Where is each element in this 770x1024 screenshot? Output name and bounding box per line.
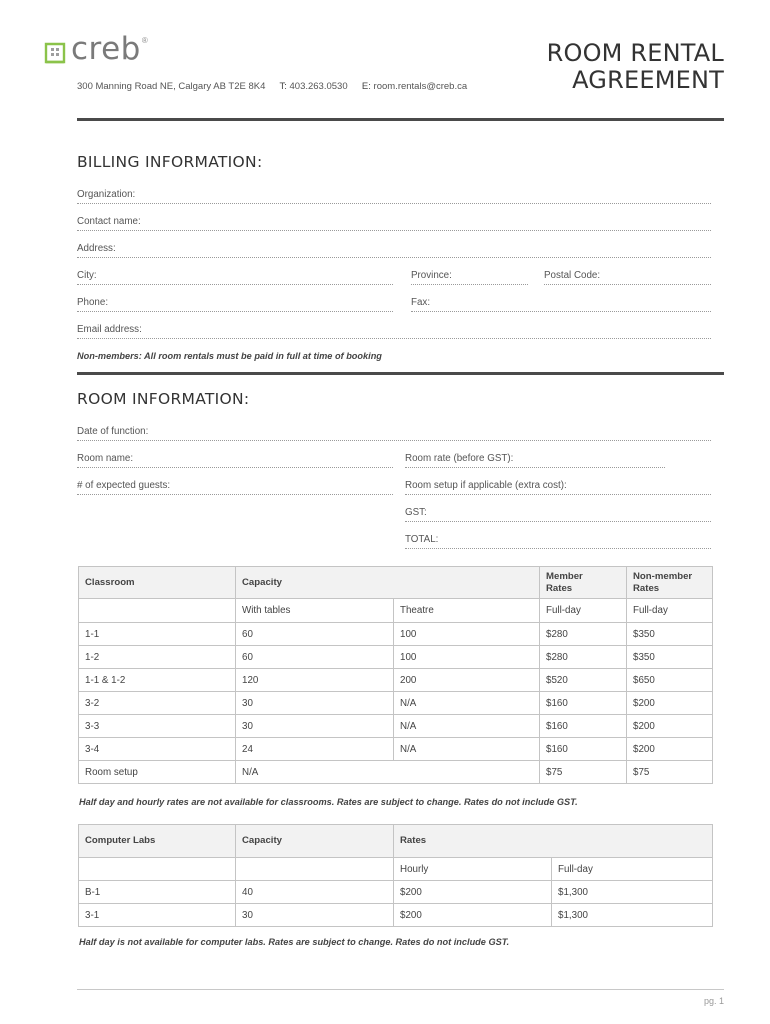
nonmember-rate-cell: $350 <box>627 646 713 669</box>
contact-line <box>77 81 467 92</box>
tables-capacity-cell: 30 <box>236 715 394 738</box>
phone-field[interactable]: Phone: <box>77 294 393 312</box>
logo-text: creb <box>71 31 141 67</box>
computer-lab-rates-table <box>78 824 713 927</box>
lab-fullday-subheader: Full-day <box>552 858 713 881</box>
table-row <box>79 904 713 927</box>
nonmember-rate-cell: $650 <box>627 669 713 692</box>
lab-rates-header: Rates <box>394 825 713 858</box>
total-field[interactable]: TOTAL: <box>405 531 711 549</box>
theatre-capacity-cell: N/A <box>394 715 540 738</box>
contact-name-field[interactable]: Contact name: <box>77 213 711 231</box>
empty-cell <box>236 858 394 881</box>
nonmember-rate-cell: $200 <box>627 738 713 761</box>
table-subheader-row <box>79 599 713 623</box>
fax-field[interactable]: Fax: <box>411 294 711 312</box>
member-header-line-2: Rates <box>546 582 573 594</box>
member-rate-cell: $160 <box>540 692 627 715</box>
table-row <box>79 715 713 738</box>
theatre-subheader: Theatre <box>394 599 540 623</box>
theatre-capacity-cell: N/A <box>394 738 540 761</box>
empty-cell <box>79 858 236 881</box>
expected-guests-field[interactable]: # of expected guests: <box>77 477 393 495</box>
document-title <box>547 40 724 94</box>
capacity-header: Capacity <box>236 567 540 599</box>
theatre-capacity-cell: N/A <box>394 692 540 715</box>
table-row <box>79 692 713 715</box>
empty-cell <box>79 599 236 623</box>
table-row <box>79 669 713 692</box>
creb-logo <box>44 31 148 67</box>
room-setup-member-rate: $75 <box>540 761 627 784</box>
member-fullday-subheader: Full-day <box>540 599 627 623</box>
classroom-rates-table <box>78 566 713 784</box>
member-rate-cell: $160 <box>540 738 627 761</box>
member-rate-cell: $520 <box>540 669 627 692</box>
lab-header-row <box>79 825 713 858</box>
lab-capacity-cell: 30 <box>236 904 394 927</box>
date-of-function-field[interactable]: Date of function: <box>77 423 711 441</box>
room-setup-row <box>79 761 713 784</box>
theatre-capacity-cell: 100 <box>394 646 540 669</box>
member-rates-header <box>540 567 627 599</box>
lab-subheader-row <box>79 858 713 881</box>
lab-cell: 3-1 <box>79 904 236 927</box>
room-setup-capacity: N/A <box>236 761 540 784</box>
email-label: E: <box>361 81 371 92</box>
address-field[interactable]: Address: <box>77 240 711 258</box>
room-cell: 3-2 <box>79 692 236 715</box>
billing-heading: BILLING INFORMATION: <box>77 153 263 171</box>
classroom-header: Classroom <box>79 567 236 599</box>
page-number: pg. 1 <box>703 996 724 1006</box>
theatre-capacity-cell: 200 <box>394 669 540 692</box>
organization-field[interactable]: Organization: <box>77 186 711 204</box>
nonmember-fullday-subheader: Full-day <box>627 599 713 623</box>
office-phone: 403.263.0530 <box>289 81 348 92</box>
classroom-note: Half day and hourly rates are not available for classrooms. Rates are subject to change. Rates do not include GST. <box>79 797 578 807</box>
room-setup-nonmember-rate: $75 <box>627 761 713 784</box>
tables-capacity-cell: 60 <box>236 646 394 669</box>
room-cell: 3-3 <box>79 715 236 738</box>
nonmember-rate-cell: $200 <box>627 715 713 738</box>
room-cell: 1-1 & 1-2 <box>79 669 236 692</box>
tables-capacity-cell: 60 <box>236 623 394 646</box>
office-email: room.rentals@creb.ca <box>373 81 468 92</box>
non-member-note: Non-members: All room rentals must be paid in full at time of booking <box>77 351 382 361</box>
email-field[interactable]: Email address: <box>77 321 711 339</box>
tables-capacity-cell: 120 <box>236 669 394 692</box>
lab-hourly-cell: $200 <box>394 881 552 904</box>
city-field[interactable]: City: <box>77 267 393 285</box>
computer-labs-header: Computer Labs <box>79 825 236 858</box>
header-divider <box>77 118 724 121</box>
title-line-2: AGREEMENT <box>572 66 724 94</box>
room-heading: ROOM INFORMATION: <box>77 390 250 408</box>
gst-field[interactable]: GST: <box>405 504 711 522</box>
nonmember-header-line-1: Non-member <box>633 570 693 582</box>
theatre-capacity-cell: 100 <box>394 623 540 646</box>
room-name-field[interactable]: Room name: <box>77 450 393 468</box>
lab-fullday-cell: $1,300 <box>552 881 713 904</box>
table-row <box>79 623 713 646</box>
province-field[interactable]: Province: <box>411 267 528 285</box>
room-rate-field[interactable]: Room rate (before GST): <box>405 450 665 468</box>
tables-capacity-cell: 24 <box>236 738 394 761</box>
member-header-line-1: Member <box>546 570 583 582</box>
member-rate-cell: $280 <box>540 646 627 669</box>
nonmember-rate-cell: $200 <box>627 692 713 715</box>
tables-capacity-cell: 30 <box>236 692 394 715</box>
phone-label: T: <box>279 81 287 92</box>
with-tables-subheader: With tables <box>236 599 394 623</box>
lab-capacity-header: Capacity <box>236 825 394 858</box>
lab-fullday-cell: $1,300 <box>552 904 713 927</box>
postal-code-field[interactable]: Postal Code: <box>544 267 711 285</box>
table-row <box>79 646 713 669</box>
table-row <box>79 881 713 904</box>
office-address: 300 Manning Road NE, Calgary AB T2E 8K4 <box>77 81 266 92</box>
room-setup-label: Room setup <box>79 761 236 784</box>
room-cell: 1-1 <box>79 623 236 646</box>
computer-lab-note: Half day is not available for computer labs. Rates are subject to change. Rates do not include GST. <box>79 937 510 947</box>
nonmember-rates-header <box>627 567 713 599</box>
hourly-subheader: Hourly <box>394 858 552 881</box>
registered-mark: ® <box>141 36 148 45</box>
table-header-row <box>79 567 713 599</box>
room-setup-field[interactable]: Room setup if applicable (extra cost): <box>405 477 711 495</box>
lab-hourly-cell: $200 <box>394 904 552 927</box>
lab-capacity-cell: 40 <box>236 881 394 904</box>
room-cell: 3-4 <box>79 738 236 761</box>
title-line-1: ROOM RENTAL <box>546 39 724 67</box>
member-rate-cell: $280 <box>540 623 627 646</box>
billing-divider <box>77 372 724 375</box>
lab-cell: B-1 <box>79 881 236 904</box>
table-row <box>79 738 713 761</box>
footer-divider <box>77 989 724 990</box>
member-rate-cell: $160 <box>540 715 627 738</box>
nonmember-header-line-2: Rates <box>633 582 660 594</box>
creb-building-icon <box>44 38 66 64</box>
room-cell: 1-2 <box>79 646 236 669</box>
nonmember-rate-cell: $350 <box>627 623 713 646</box>
